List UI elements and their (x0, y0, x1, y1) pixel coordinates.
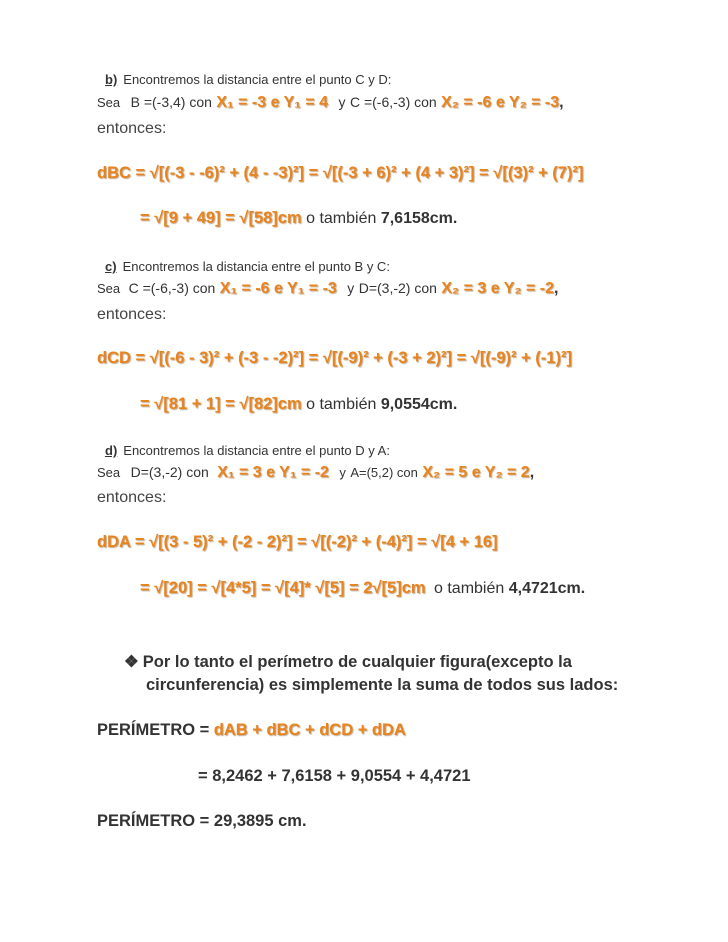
section-c-result-line (140, 395, 457, 414)
section-b-result-line (140, 209, 457, 228)
conclusion-line-1 (124, 652, 572, 672)
point-2: A=(5,2) con (350, 465, 418, 480)
heading-text: Encontremos la distancia entre el punto D y A: (123, 443, 390, 458)
perimetro-formula-line (97, 721, 406, 740)
section-d-result-line (140, 579, 585, 598)
conclusion-text-1: Por lo tanto el perímetro de cualquier figura(excepto la (142, 653, 572, 671)
perimetro-final: PERÍMETRO = 29,3895 cm. (97, 812, 307, 830)
section-b-given (97, 94, 564, 112)
section-d-entonces: entonces: (97, 489, 167, 506)
section-label: b) (105, 72, 118, 87)
section-d-value: 4,4721cm. (508, 580, 586, 597)
tambien-text: o también (306, 396, 377, 413)
point-1: D=(3,-2) con (130, 464, 209, 480)
section-b-entonces: entonces: (97, 120, 167, 137)
section-b-value: 7,6158cm. (380, 210, 458, 227)
perimetro-sum: = 8,2462 + 7,6158 + 9,0554 + 4,4721 (198, 767, 471, 785)
section-d-formula: dDA = √[(3 - 5)² + (-2 - 2)²] = √[(-2)² + (-4)²] = √[4 + 16] (97, 533, 498, 551)
comma: , (554, 280, 559, 297)
section-c-entonces: entonces: (97, 306, 167, 323)
section-label: d) (105, 443, 118, 458)
tambien-text: o también (306, 210, 377, 227)
point-1: C =(-6,-3) con (128, 280, 216, 296)
diamond-bullet-icon: ❖ (124, 653, 139, 671)
section-label: c) (105, 259, 117, 274)
section-c-formula: dCD = √[(-6 - 3)² + (-3 - -2)²] = √[(-9)² + (-3 + 2)²] = √[(-9)² + (-1)²] (97, 349, 572, 367)
heading-text: Encontremos la distancia entre el punto B y C: (122, 259, 390, 274)
tambien-text: o también (434, 580, 505, 597)
comma: , (559, 94, 564, 111)
coords-2: X₂ = 5 e Y₂ = 2 (422, 464, 530, 481)
point-2: D=(3,-2) con (358, 280, 437, 296)
sea-text: Sea (97, 281, 121, 296)
coords-1: X₁ = -3 e Y₁ = 4 (216, 94, 329, 111)
section-c-given (97, 280, 558, 298)
coords-1: X₁ = -6 e Y₁ = -3 (219, 280, 337, 297)
y-text: y (338, 94, 346, 110)
conclusion-line-2: circunferencia) es simplemente la suma de todos sus lados: (146, 676, 619, 694)
comma: , (529, 464, 535, 481)
section-d-result: = √[20] = √[4*5] = √[4]* √[5] = 2√[5]cm (140, 579, 426, 597)
sea-text: Sea (97, 465, 121, 480)
point-2: C =(-6,-3) con (349, 94, 437, 110)
sea-text: Sea (97, 95, 121, 110)
section-b-heading (97, 72, 391, 87)
section-c-value: 9,0554cm. (380, 396, 458, 413)
point-1: B =(-3,4) con (130, 94, 212, 110)
heading-text: Encontremos la distancia entre el punto C y D: (123, 72, 392, 87)
section-c-heading (97, 259, 390, 274)
section-c-result: = √[81 + 1] = √[82]cm (140, 395, 302, 413)
y-text: y (347, 280, 355, 296)
perimetro-label: PERÍMETRO = (97, 721, 210, 739)
section-b-result: = √[9 + 49] = √[58]cm (140, 209, 302, 227)
coords-1: X₁ = 3 e Y₁ = -2 (217, 464, 329, 481)
section-d-given (97, 464, 534, 482)
coords-2: X₂ = 3 e Y₂ = -2 (441, 280, 555, 297)
perimetro-formula: dAB + dBC + dCD + dDA (213, 721, 406, 739)
coords-2: X₂ = -6 e Y₂ = -3 (441, 94, 560, 111)
section-d-heading (97, 443, 390, 458)
section-b-formula: dBC = √[(-3 - -6)² + (4 - -3)²] = √[(-3 + 6)² + (4 + 3)²] = √[(3)² + (7)²] (97, 164, 584, 182)
y-text: y (339, 465, 346, 480)
